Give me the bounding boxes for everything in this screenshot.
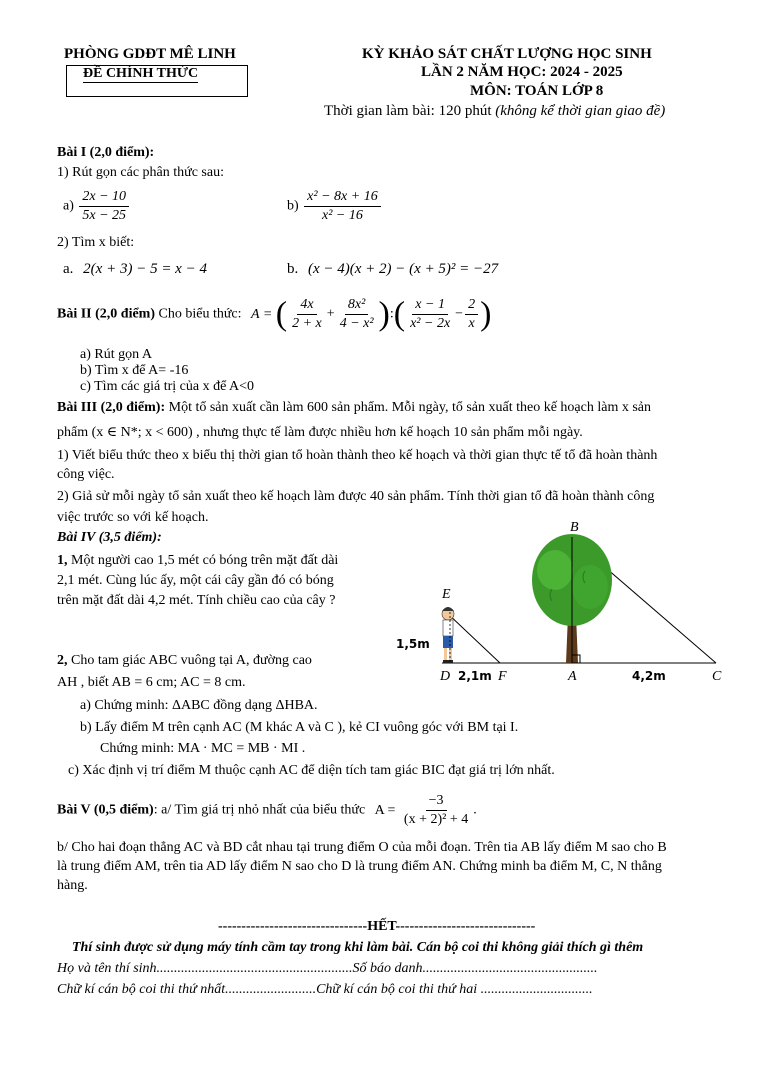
label-D: D	[440, 669, 451, 684]
label-C: C	[712, 669, 722, 684]
fraction-b	[304, 188, 381, 225]
bai4-item-c: c) Xác định vị trí điểm M thuộc cạnh AC để diện tích tam giác BIC đạt giá trị lớn nhất.	[68, 763, 555, 778]
bai2-frac2	[337, 296, 377, 333]
f3-den: x² − 2x	[410, 316, 451, 331]
bai3-q2a: 2) Giả sử mỗi ngày tổ sản xuất theo kế hoạch làm được 40 sản phẩm. Tính thời gian tổ đã hoàn thành công	[57, 489, 655, 504]
exam-time	[324, 103, 665, 120]
f1-den: 2 + x	[292, 316, 322, 331]
official-label: ĐỀ CHÍNH THỨC	[83, 66, 199, 81]
end-marker: --------------------------------HẾT------------------------------	[218, 919, 536, 934]
bai4-p2-label: 2,	[57, 653, 68, 668]
bai4-item-b2: Chứng minh: MA · MC = MB · MI .	[100, 741, 306, 756]
label-b: b)	[287, 198, 299, 214]
f1-num: 4x	[297, 296, 316, 315]
label-eq-a: a.	[63, 261, 74, 277]
f4-den: x	[468, 316, 475, 331]
bai4-p1-label: 1,	[57, 553, 68, 568]
time-text: Thời gian làm bài: 120 phút	[324, 103, 492, 119]
exam-title: KỲ KHẢO SÁT CHẤT LƯỢNG HỌC SINH	[362, 46, 652, 62]
bai5-den: (x + 2)² + 4	[403, 812, 469, 827]
bai4-heading: Bài IV (3,5 điểm):	[57, 530, 162, 545]
bai5-part-b	[57, 838, 667, 895]
bai3-line1	[57, 400, 651, 416]
bai2-frac4	[465, 296, 478, 333]
f4-num: 2	[465, 296, 478, 315]
f2-den: 4 − x²	[339, 316, 374, 331]
bai5-b-line3: hàng.	[57, 878, 88, 893]
bai3-line2: phẩm (x ∈ N*; x < 600) , nhưng thực tế làm được nhiều hơn kế hoạch 10 sản phẩm mỗi ngày.	[57, 425, 583, 440]
signature-line: Chữ kí cán bộ coi thi thứ nhất..........................Chữ kí cán bộ coi thi thứ hai ................................	[57, 982, 593, 997]
bai1-eq-a	[63, 261, 207, 278]
label-eq-b: b.	[287, 261, 299, 277]
bai2-items	[80, 347, 254, 395]
ray-ef	[446, 612, 500, 663]
bai2-heading: Bài II (2,0 điểm)	[57, 306, 155, 322]
bai2-item-b: b) Tìm x để A= -16	[80, 363, 189, 378]
bai5-a-eq: A =	[374, 802, 396, 818]
bai4-p2-line1: Cho tam giác ABC vuông tại A, đường cao	[67, 653, 312, 668]
bai4-p2-line2: AH , biết AB = 6 cm; AC = 8 cm.	[57, 675, 246, 690]
bai4-p1-line1: Một người cao 1,5 mét có bóng trên mặt đất dài	[67, 553, 339, 568]
bai4-p1-line3: trên mặt đất dài 4,2 mét. Tính chiều cao của cây ?	[57, 593, 336, 608]
bai1-eq-b	[287, 261, 498, 278]
bai1-part-a	[63, 188, 131, 225]
bai4-part1	[57, 551, 338, 611]
plus-sign: +	[326, 306, 335, 322]
fraction-b-den: x² − 16	[322, 208, 363, 223]
label-a: a)	[63, 198, 74, 214]
bai2-intro: Cho biểu thức:	[158, 306, 242, 322]
label-F: F	[498, 669, 507, 684]
eq-a-expr: 2(x + 3) − 5 = x − 4	[83, 261, 207, 277]
exam-subject: MÔN: TOÁN LỚP 8	[470, 83, 604, 99]
official-box	[66, 65, 248, 97]
bai3-q1a: 1) Viết biểu thức theo x biểu thị thời gian tổ hoàn thành theo kế hoạch và thời gian thực tế tổ đã hoàn thành	[57, 448, 658, 463]
bai5-fraction	[401, 792, 471, 829]
f2-num: 8x²	[345, 296, 368, 315]
bai2-a-eq: A =	[251, 306, 273, 322]
bai3-q2b: việc trước so với kế hoạch.	[57, 510, 209, 525]
bai5-heading: Bài V (0,5 điểm)	[57, 802, 154, 818]
bai3-heading: Bài III (2,0 điểm):	[57, 400, 166, 415]
bai2-item-c: c) Tìm các giá trị của x để A<0	[80, 379, 255, 394]
bai2-frac1	[289, 296, 325, 333]
bai5-num: −3	[426, 792, 447, 811]
bai1-q2: 2) Tìm x biết:	[57, 235, 135, 250]
bai4-item-b1: b) Lấy điểm M trên cạnh AC (M khác A và C ), kẻ CI vuông góc với BM tại I.	[80, 720, 519, 735]
department-name: PHÒNG GDĐT MÊ LINH	[64, 46, 236, 62]
bai1-heading: Bài I (2,0 điểm):	[57, 145, 155, 160]
bai5-b-line1: b/ Cho hai đoạn thẳng AC và BD cắt nhau tại trung điểm O của mỗi đoạn. Trên tia AB lấy điểm M sao cho B	[57, 840, 667, 855]
bai3-q1b: công việc.	[57, 467, 115, 482]
footer-note: Thí sinh được sử dụng máy tính cầm tay trong khi làm bài. Cán bộ coi thi không giải thích gì thêm	[72, 940, 644, 955]
label-height-person: 1,5m	[396, 637, 430, 651]
candidate-line: Họ và tên thí sinh........................................................Số báo danh..................................................	[57, 961, 598, 976]
bai2-statement: Bài II (2,0 điểm) Cho biểu thức: A = ( $\frac{4x}{2 + x}$ + $\frac{\text{8x²}}{\text{4 − x²}}$ ):( $\frac{x - 1}{\text{x² − 2x}}$ − $\frac{2}{x}$ )	[57, 295, 492, 333]
bai1-part-b	[287, 188, 383, 225]
person-figure	[442, 607, 454, 663]
bai1-q1: 1) Rút gọn các phân thức sau:	[57, 165, 224, 180]
bai5-a-text: : a/ Tìm giá trị nhỏ nhất của biểu thức	[153, 802, 366, 818]
bai2-item-a: a) Rút gọn A	[80, 347, 152, 362]
exam-round: LẦN 2 NĂM HỌC: 2024 - 2025	[421, 64, 623, 80]
fraction-a-den: 5x − 25	[82, 208, 127, 223]
f3-num: x − 1	[412, 296, 448, 315]
bai4-part2	[57, 650, 312, 694]
label-E: E	[442, 587, 451, 602]
bai3-text1: Một tổ sản xuất cần làm 600 sản phẩm. Mỗi ngày, tổ sản xuất theo kế hoạch làm x sản	[168, 400, 652, 415]
fraction-a	[79, 188, 129, 225]
label-df: 2,1m	[458, 669, 492, 683]
bai4-item-a: a) Chứng minh: ΔABC đồng dạng ΔHBA.	[80, 698, 318, 713]
minus-sign: −	[455, 306, 464, 322]
label-B: B	[570, 520, 579, 535]
label-A: A	[568, 669, 577, 684]
bai4-p1-line2: 2,1 mét. Cùng lúc ấy, một cái cây gần đó có bóng	[57, 573, 334, 588]
colon-sign: :	[389, 306, 394, 322]
label-ac: 4,2m	[632, 669, 666, 683]
fraction-b-num: x² − 8x + 16	[304, 188, 381, 207]
tree-shadow-figure	[380, 515, 740, 690]
bai5-part-a: Bài V (0,5 điểm): a/ Tìm giá trị nhỏ nhất của biểu thức A = $\frac{-3}{\text{(x + 2)² + 4}}$ .	[57, 793, 477, 827]
bai2-frac3	[407, 296, 453, 333]
time-note: (không kể thời gian giao đề)	[495, 103, 666, 119]
bai5-b-line2: là trung điểm AM, trên tia AD lấy điểm N sao cho D là trung điểm AN. Chứng minh ba điểm M, C, N thẳng	[57, 859, 662, 874]
eq-b-expr: (x − 4)(x + 2) − (x + 5)² = −27	[308, 261, 499, 277]
fraction-a-num: 2x − 10	[79, 188, 129, 207]
